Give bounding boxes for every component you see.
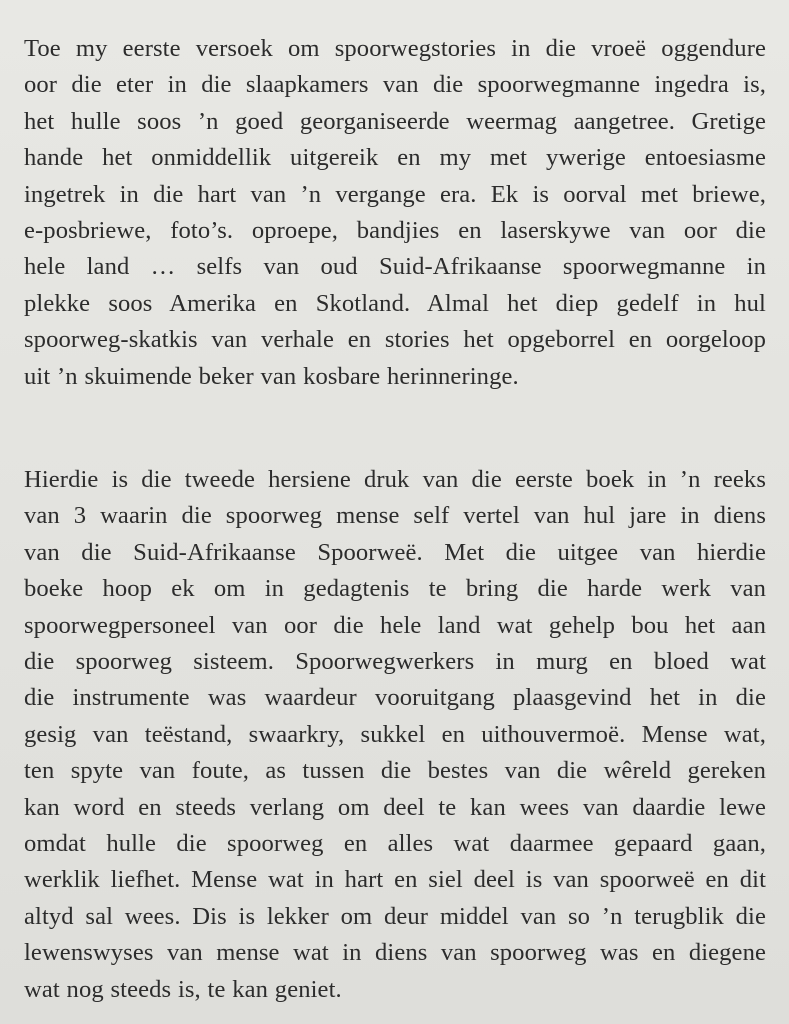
text-line: die spoorweg sisteem. Spoorwegwerkers in murg en bloed wat (24, 648, 766, 676)
text-line: kan word en steeds verlang om deel te kan wees van daardie lewe (24, 793, 766, 821)
text-line: boeke hoop ek om in gedagtenis te bring die harde werk van (24, 575, 766, 603)
text-line: gesig van teëstand, swaarkry, sukkel en uithouvermoë. Mense wat, (24, 720, 766, 748)
text-line: altyd sal wees. Dis is lekker om deur middel van so ’n terugblik die (24, 902, 766, 930)
text-line: die instrumente was waardeur vooruitgang plaasgevind het in die (24, 684, 766, 712)
text-line: spoorweg-skatkis van verhale en stories het opgeborrel en oorgeloop (24, 326, 766, 354)
text-line: spoorwegpersoneel van oor die hele land wat gehelp bou het aan (24, 611, 766, 639)
text-line: Hierdie is die tweede hersiene druk van die eerste boek in ’n reeks (24, 466, 766, 493)
text-line: Toe my eerste versoek om spoorwegstories in die vroeë oggendure (24, 35, 766, 62)
text-line: van die Suid-Afrikaanse Spoorweë. Met die uitgee van hierdie (24, 538, 766, 566)
text-line: oor die eter in die slaapkamers van die spoorwegmanne ingedra is, (24, 71, 766, 99)
text-line: plekke soos Amerika en Skotland. Almal het diep gedelf in hul (24, 289, 766, 317)
text-line: uit ’n skuimende beker van kosbare herinneringe. (24, 362, 519, 390)
paragraph-intro (24, 31, 766, 395)
text-line: werklik liefhet. Mense wat in hart en siel deel is van spoorweë en dit (24, 866, 766, 894)
text-line: ten spyte van foute, as tussen die bestes van die wêreld gereken (24, 757, 766, 785)
text-line: van 3 waarin die spoorweg mense self vertel van hul jare in diens (24, 502, 766, 530)
text-line: het hulle soos ’n goed georganiseerde weermag aangetree. Gretige (24, 107, 766, 135)
paragraph-second-edition (24, 462, 766, 1008)
text-line: wat nog steeds is, te kan geniet. (24, 975, 342, 1003)
text-line: lewenswyses van mense wat in diens van spoorweg was en diegene (24, 939, 766, 967)
text-line: omdat hulle die spoorweg en alles wat daarmee gepaard gaan, (24, 830, 766, 858)
text-line: ingetrek in die hart van ’n vergange era. Ek is oorval met briewe, (24, 180, 766, 208)
text-line: e-posbriewe, foto’s. oproepe, bandjies en laserskywe van oor die (24, 217, 766, 245)
text-line: hande het onmiddellik uitgereik en my met ywerige entoesiasme (24, 144, 766, 172)
text-line: hele land … selfs van oud Suid-Afrikaanse spoorwegmanne in (24, 253, 766, 281)
